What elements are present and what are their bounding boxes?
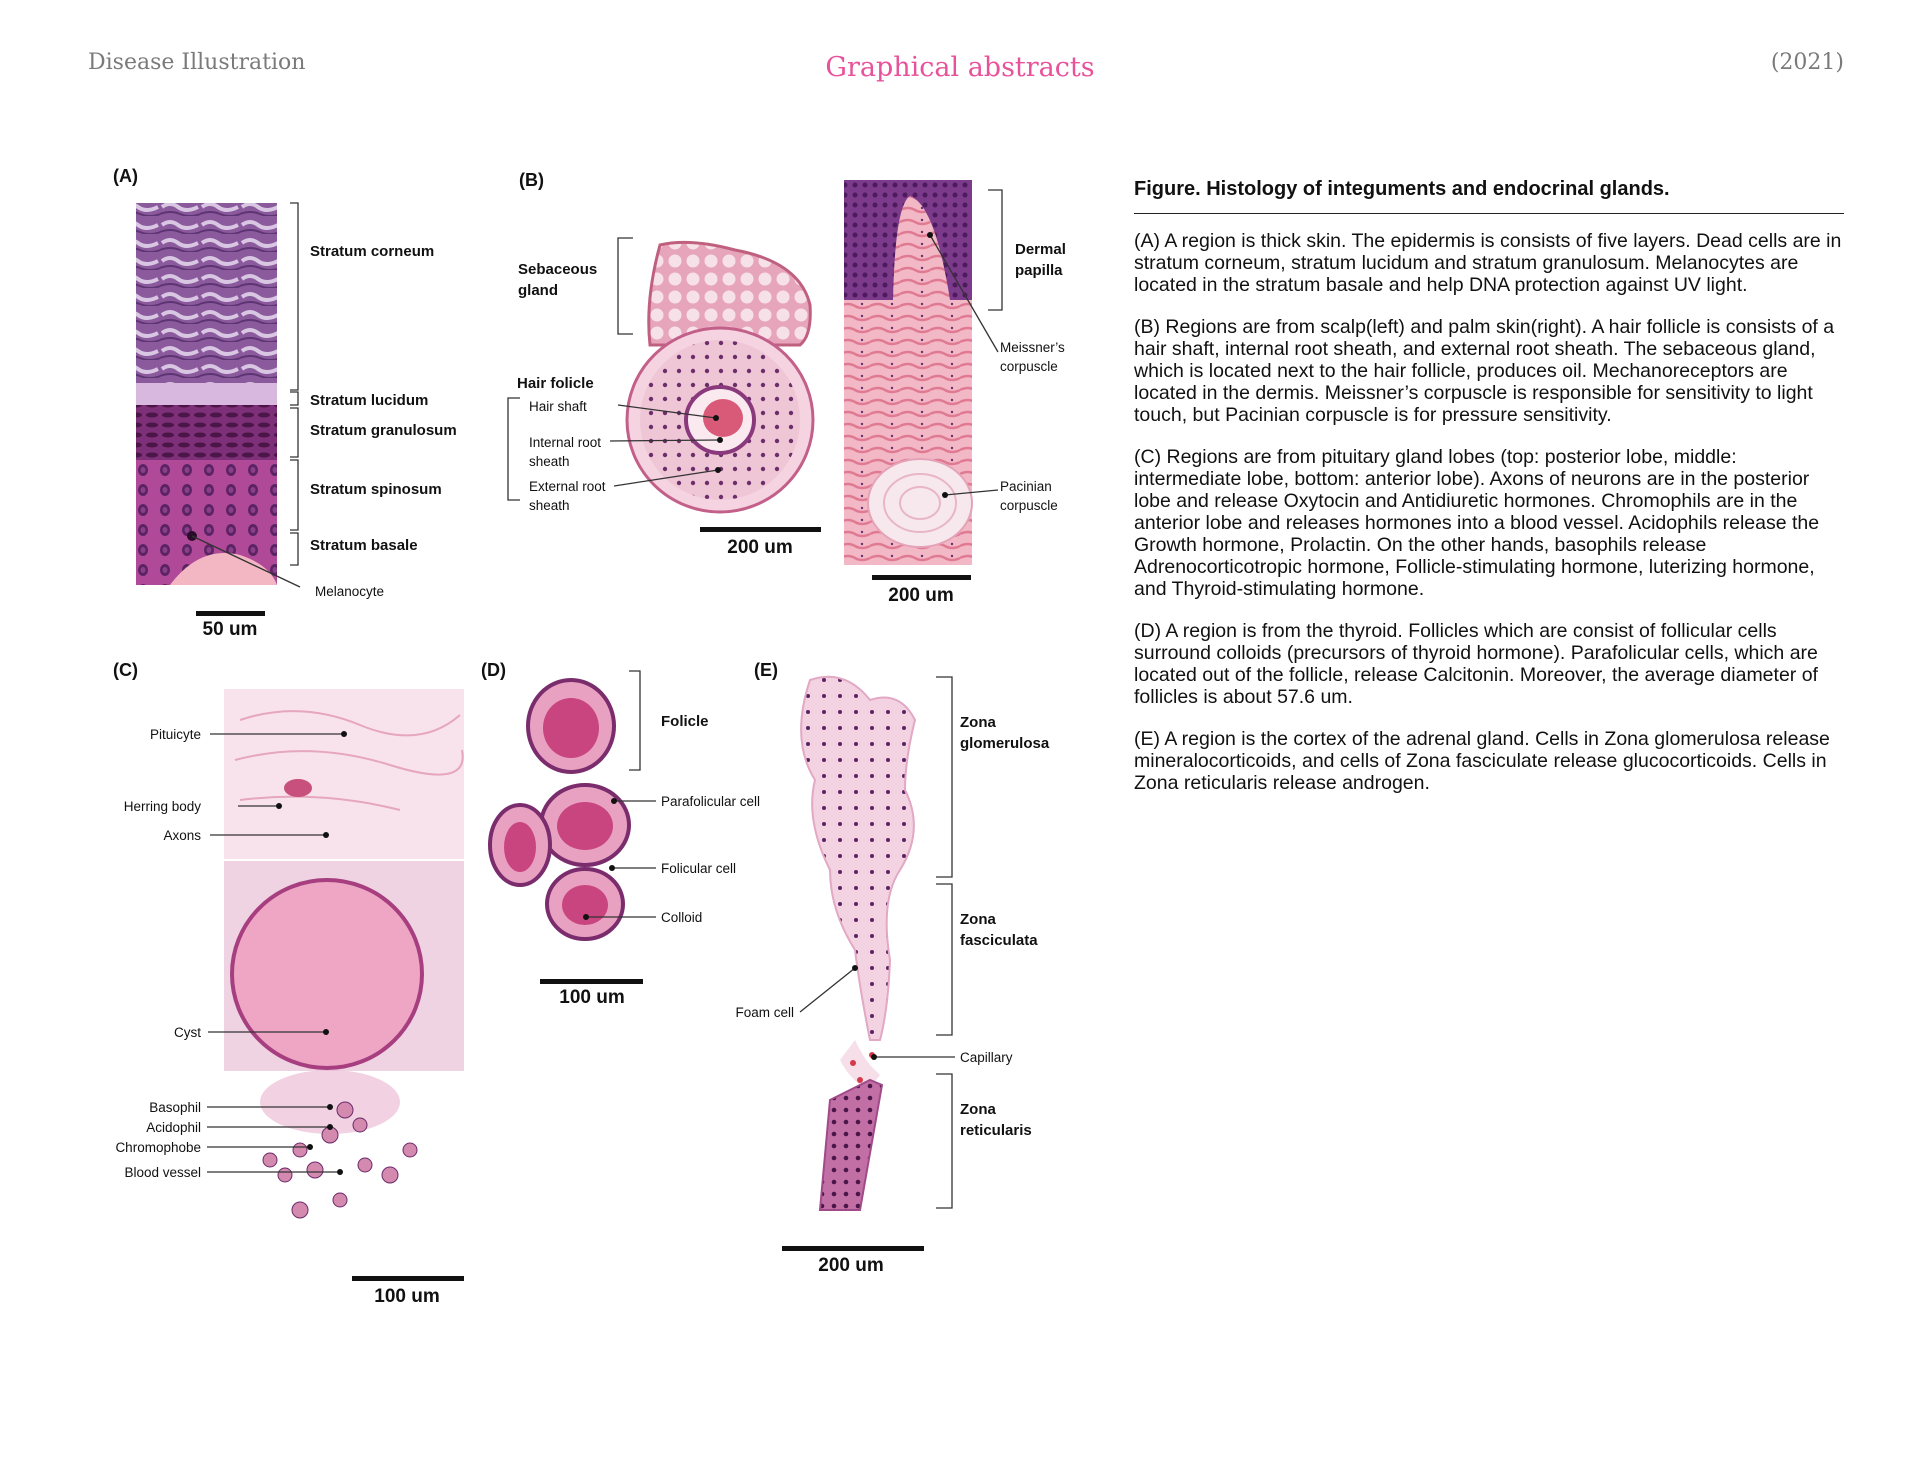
header-left: Disease Illustration (88, 50, 306, 75)
caption-paragraph-e: (E) A region is the cortex of the adrenal gland. Cells in Zona glomerulosa release mineralocorticoids, and cells of Zona fasciculate release glucocorticoids. Cells in Zona reticularis release androgen. (1134, 728, 1830, 794)
label-internal-root-2: sheath (529, 454, 570, 469)
label-zona-reticularis-2: reticularis (960, 1122, 1032, 1139)
label-pituicyte: Pituicyte (149, 727, 201, 742)
scale-label-b-left: 200 um (727, 537, 793, 558)
label-capillary: Capillary (960, 1050, 1013, 1065)
label-axons: Axons (163, 828, 201, 843)
label-dermal-papilla-1: Dermal (1015, 241, 1066, 258)
label-foam-cell: Foam cell (735, 1005, 794, 1020)
label-parafolicular-cell: Parafolicular cell (661, 794, 761, 809)
label-pacinian-1: Pacinian (1000, 479, 1052, 494)
scale-bar-e (782, 1246, 924, 1251)
label-pacinian-2: corpuscle (1000, 498, 1058, 513)
caption-title: Figure. Histology of integuments and endocrinal glands. (1134, 178, 1670, 200)
scale-label-e: 200 um (818, 1255, 884, 1276)
skin-section-image (136, 203, 277, 585)
scale-bar-b-left (700, 527, 821, 532)
label-meissner-2: corpuscle (1000, 359, 1058, 374)
caption-paragraph-a: (A) A region is thick skin. The epidermis is consists of five layers. Dead cells are in stratum corneum, stratum lucidum and stratum granulosum. Melanocytes are located in the stratum basale and help DNA protection against UV light. (1134, 230, 1842, 296)
label-zona-fasciculata-1: Zona (960, 911, 996, 928)
caption-divider (1134, 213, 1844, 214)
label-chromophobe: Chromophobe (115, 1140, 201, 1155)
label-stratum-granulosum: Stratum granulosum (310, 422, 457, 439)
caption-paragraph-c: (C) Regions are from pituitary gland lobes (top: posterior lobe, middle: intermediate lobe, bottom: anterior lobe). Axons of neurons are in the posterior lobe and release Oxytocin and Antidiuretic hormones. Chromophils are in the anterior lobe and releases hormones into a blood vessel. Acidophils release the Growth hormone, Prolactin. On the other hands, basophils release Adrenocorticotropic hormone, Follicle-stimulating hormone, luterizing hormone, and Thyroid-stimulating hormone. (1134, 446, 1820, 600)
palm-skin-image (844, 180, 972, 565)
panel-c-tag: (C) (113, 660, 138, 680)
scale-bar-d (540, 979, 643, 984)
panel-e-tag: (E) (754, 660, 778, 680)
thyroid-image (490, 680, 629, 939)
scale-label-d: 100 um (559, 987, 625, 1008)
label-colloid: Colloid (661, 910, 703, 925)
label-cyst: Cyst (174, 1025, 201, 1040)
panel-d-tag: (D) (481, 660, 506, 680)
label-folicular-cell: Folicular cell (661, 861, 737, 876)
scale-bar-b-right (872, 575, 971, 580)
label-melanocyte: Melanocyte (315, 584, 385, 599)
caption-paragraph-b: (B) Regions are from scalp(left) and palm skin(right). A hair follicle is consists of a hair shaft, internal root sheath, and external root sheath. The sebaceous gland, which is located next to the hair follicle, produces oil. Mechanoreceptors are located in the dermis. Meissner’s corpuscle is responsible for sensitivity to light touch, but Pacinian corpuscle is for pressure sensitivity. (1134, 316, 1835, 426)
label-zona-fasciculata-2: fasciculata (960, 932, 1038, 949)
label-sebaceous-1: Sebaceous (518, 261, 598, 278)
label-blood-vessel: Blood vessel (124, 1165, 201, 1180)
label-hair-folicle: Hair folicle (517, 375, 594, 392)
caption-paragraph-d: (D) A region is from the thyroid. Follicles which are consist of follicular cells surround colloids (precursors of thyroid hormone). Parafolicular cells, which are located out of the follicle, release Calcitonin. Moreover, the average diameter of follicles is about 57.6 um. (1134, 620, 1818, 708)
label-internal-root-1: Internal root (529, 435, 602, 450)
label-zona-reticularis-1: Zona (960, 1101, 996, 1118)
label-meissner-1: Meissner’s (1000, 340, 1065, 355)
scale-bar-c (352, 1276, 464, 1281)
pituitary-image (224, 689, 464, 1218)
scale-label-c: 100 um (374, 1286, 440, 1307)
figure-caption (1134, 178, 1844, 814)
label-hair-shaft: Hair shaft (529, 399, 587, 414)
scale-label-a: 50 um (202, 619, 258, 640)
label-zona-glomerulosa-2: glomerulosa (960, 735, 1050, 752)
label-external-root-1: External root (529, 479, 606, 494)
scale-label-b-right: 200 um (888, 585, 954, 606)
label-zona-glomerulosa-1: Zona (960, 714, 996, 731)
label-stratum-lucidum: Stratum lucidum (310, 392, 429, 409)
panel-a-tag: (A) (113, 166, 138, 186)
header-year: (2021) (1770, 50, 1844, 75)
header-title: Graphical abstracts (825, 52, 1095, 83)
label-external-root-2: sheath (529, 498, 570, 513)
label-stratum-basale: Stratum basale (310, 537, 418, 554)
scale-bar-a (196, 611, 265, 616)
label-dermal-papilla-2: papilla (1015, 262, 1063, 279)
label-basophil: Basophil (149, 1100, 201, 1115)
adrenal-cortex-image (801, 677, 915, 1210)
label-acidophil: Acidophil (146, 1120, 201, 1135)
label-herring-body: Herring body (123, 799, 201, 814)
label-folicle: Folicle (661, 713, 709, 730)
panel-b-tag: (B) (519, 170, 544, 190)
label-stratum-spinosum: Stratum spinosum (310, 481, 442, 498)
label-sebaceous-2: gland (518, 282, 558, 299)
label-stratum-corneum: Stratum corneum (310, 243, 435, 260)
